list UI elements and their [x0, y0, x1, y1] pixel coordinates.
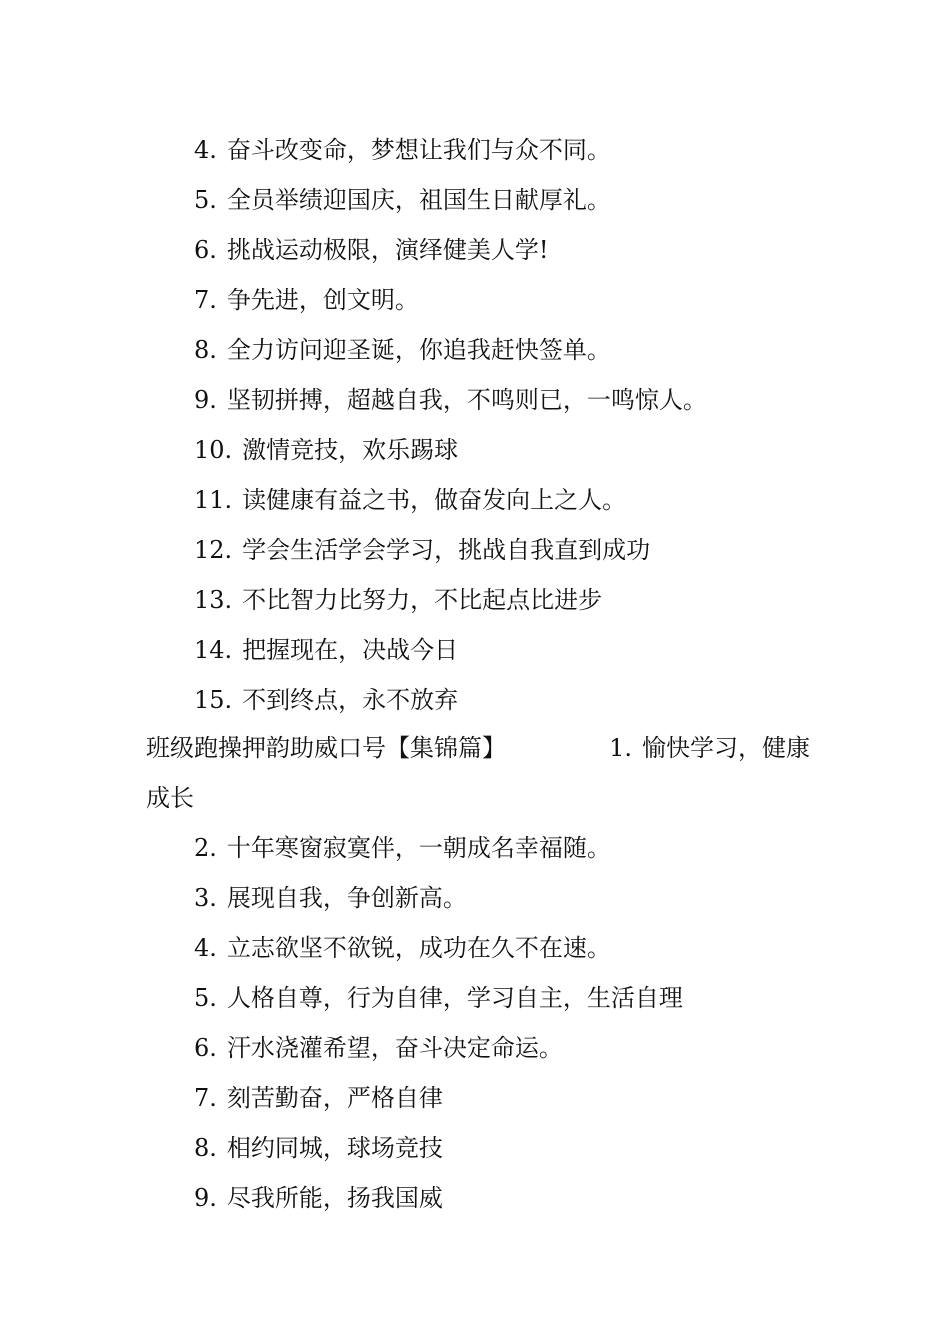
first-item: [609, 734, 810, 762]
item-text: 展现自我，争创新高。: [226, 884, 467, 912]
item-text: 学会生活学会学习，挑战自我直到成功: [242, 536, 651, 564]
list-item: [194, 884, 467, 912]
list-item: [194, 586, 602, 614]
item-text: 把握现在，决战今日: [242, 636, 459, 664]
item-number: 8.: [194, 1134, 217, 1162]
item-text: 奋斗改变命，梦想让我们与众不同。: [226, 136, 611, 164]
item-text: 全员举绩迎国庆，祖国生日献厚礼。: [226, 186, 611, 214]
item-number: 3.: [194, 884, 217, 912]
list-item: [194, 636, 458, 664]
item-number: 9.: [194, 1184, 217, 1212]
item-number: 13.: [194, 586, 233, 614]
item-number: 14.: [194, 636, 233, 664]
list-item: [194, 1084, 443, 1112]
item-text: 争先进，创文明。: [226, 286, 419, 314]
item-text: 立志欲坚不欲锐，成功在久不在速。: [226, 934, 611, 962]
item-text: 刻苦勤奋，严格自律: [226, 1084, 443, 1112]
item-number: 6.: [194, 236, 217, 264]
item-text: 挑战运动极限，演绎健美人学!: [226, 236, 549, 264]
section-title: 班级跑操押韵助威口号【集锦篇】: [146, 734, 506, 762]
item-text: 愉快学习，健康: [642, 734, 810, 762]
list-item: [194, 1134, 443, 1162]
item-number: 10.: [194, 436, 233, 464]
item-number: 6.: [194, 1034, 217, 1062]
item-number: 4.: [194, 136, 217, 164]
item-text: 读健康有益之书，做奋发向上之人。: [242, 486, 627, 514]
list-item: [194, 386, 707, 414]
first-item-continuation: 成长: [146, 784, 194, 812]
list-item: [194, 984, 683, 1012]
item-number: 8.: [194, 336, 217, 364]
list-item: [194, 536, 650, 564]
item-number: 1.: [609, 734, 632, 762]
list-item: [194, 236, 549, 264]
list-item: [194, 336, 611, 364]
list-item: [194, 186, 611, 214]
item-number: 15.: [194, 686, 233, 714]
item-number: 2.: [194, 834, 217, 862]
item-text: 相约同城，球场竞技: [226, 1134, 443, 1162]
section-heading-line: [146, 734, 810, 762]
list-item: [194, 934, 611, 962]
item-text: 不比智力比努力，不比起点比进步: [242, 586, 603, 614]
item-text: 汗水浇灌希望，奋斗决定命运。: [226, 1034, 563, 1062]
list-item: [194, 436, 458, 464]
item-number: 9.: [194, 386, 217, 414]
item-number: 11.: [194, 486, 233, 514]
item-text: 人格自尊，行为自律，学习自主，生活自理: [226, 984, 683, 1012]
list-item: [194, 486, 626, 514]
item-text: 激情竞技，欢乐踢球: [242, 436, 459, 464]
list-item: [194, 686, 458, 714]
list-item: [194, 1034, 563, 1062]
item-number: 12.: [194, 536, 233, 564]
item-number: 7.: [194, 286, 217, 314]
item-text: 十年寒窗寂寞伴，一朝成名幸福随。: [226, 834, 611, 862]
list-item: [194, 286, 419, 314]
list-item: [194, 834, 611, 862]
item-number: 5.: [194, 186, 217, 214]
item-text: 不到终点，永不放弃: [242, 686, 459, 714]
list-item: [194, 1184, 443, 1212]
item-text: 坚韧拼搏，超越自我，不鸣则已，一鸣惊人。: [226, 386, 707, 414]
item-text: 尽我所能，扬我国威: [226, 1184, 443, 1212]
item-number: 7.: [194, 1084, 217, 1112]
item-number: 4.: [194, 934, 217, 962]
list-item: [194, 136, 611, 164]
item-text: 全力访问迎圣诞，你追我赶快签单。: [226, 336, 611, 364]
item-number: 5.: [194, 984, 217, 1012]
